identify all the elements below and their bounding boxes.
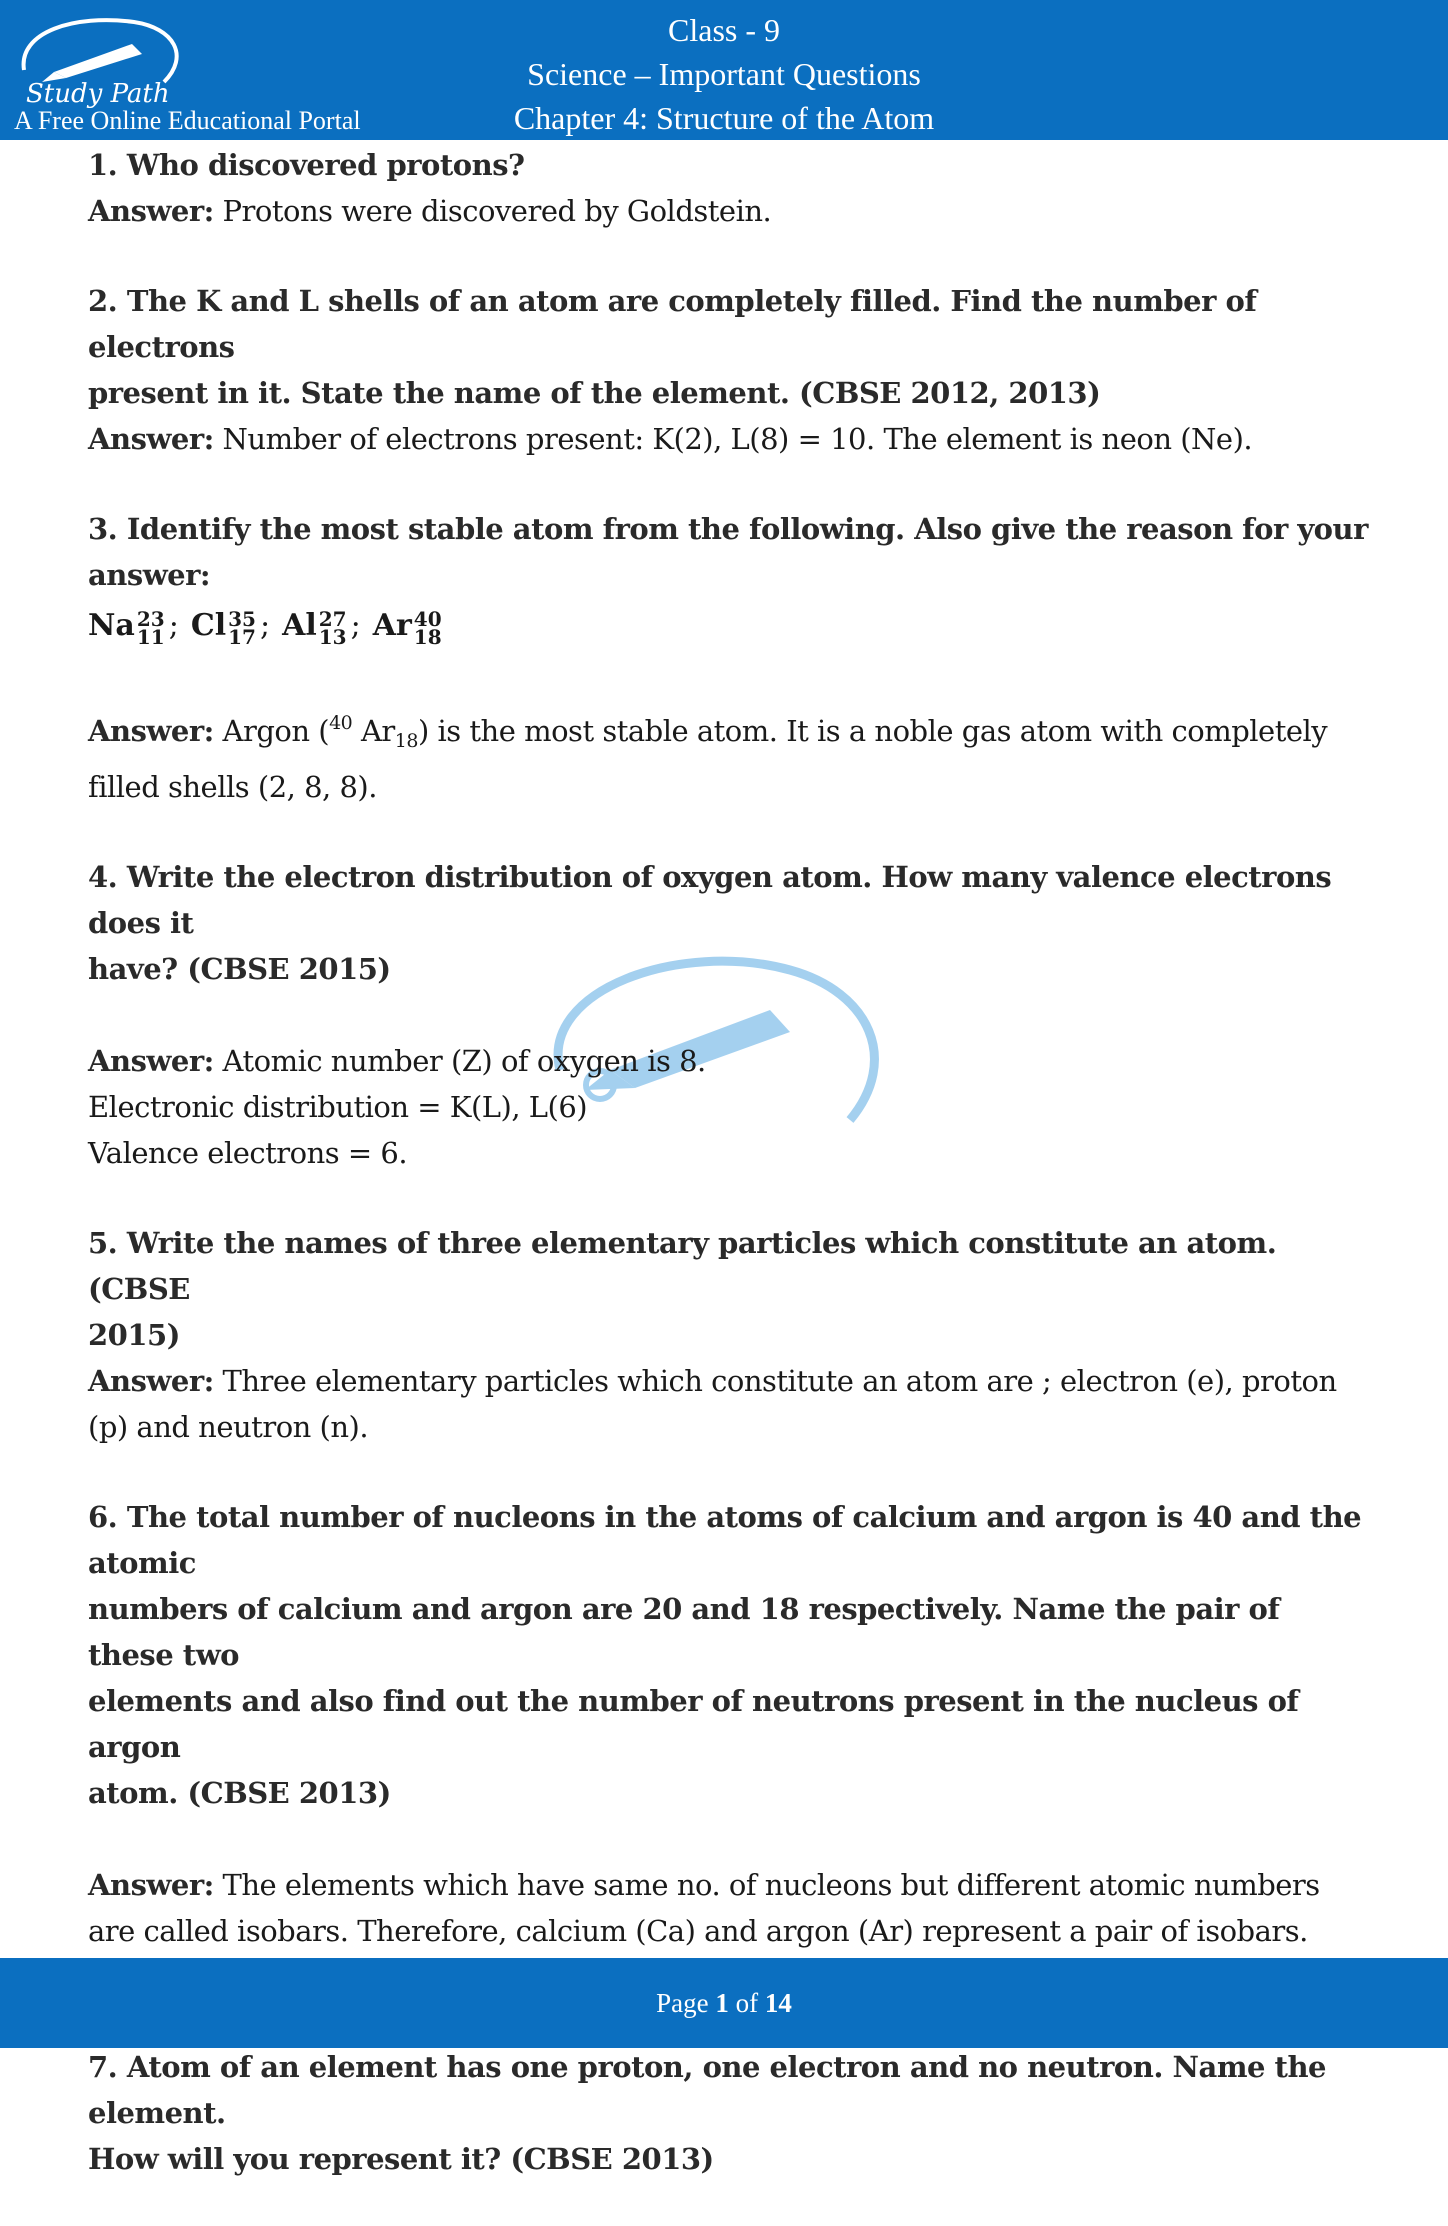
answer-text: Protons were discovered by Goldstein.	[213, 194, 772, 228]
qa-item-7	[88, 2044, 1368, 2182]
isotope-na	[88, 598, 165, 654]
answer-text: Number of electrons present: K(2), L(8) = 10. The element is neon (Ne).	[213, 422, 1253, 456]
question-4-line-1: 4. Write the electron distribution of oxygen atom. How many valence electrons does it	[88, 860, 1332, 940]
chapter-title: Chapter 4: Structure of the Atom	[513, 100, 935, 136]
question-6-line-4: atom. (CBSE 2013)	[88, 1776, 391, 1810]
answer-text: ) is the most stable atom. It is a noble gas atom with completely	[417, 714, 1328, 748]
question-1: 1. Who discovered protons?	[88, 148, 525, 182]
isotope-mass: 35	[228, 607, 256, 631]
footer-band	[0, 1958, 1448, 2048]
qa-item-2	[88, 278, 1368, 462]
question-6-line-2: numbers of calcium and argon are 20 and 18 respectively. Name the pair of these two	[88, 1592, 1280, 1672]
answer-text: Three elementary particles which constitute an atom are ; electron (e), proton	[213, 1364, 1337, 1398]
subject-title: Science – Important Questions	[527, 56, 921, 92]
total-pages: 14	[764, 1988, 792, 2018]
question-7-line-1: 7. Atom of an element has one proton, one electron and no neutron. Name the element.	[88, 2050, 1326, 2130]
answer-3-line-2: filled shells (2, 8, 8).	[88, 770, 377, 804]
answer-2	[88, 416, 1368, 462]
answer-5-line-1	[88, 1358, 1368, 1404]
isotope-ar	[373, 598, 442, 654]
question-3-line-2: answer:	[88, 558, 211, 592]
answer-label: Answer:	[88, 1868, 214, 1902]
question-2-line-1: 2. The K and L shells of an atom are completely filled. Find the number of electrons	[88, 284, 1257, 364]
answer-label: Answer:	[88, 1364, 214, 1398]
argon-mass-number: 40	[329, 712, 353, 734]
page-prefix: Page	[656, 1988, 716, 2018]
answer-6-line-2: are called isobars. Therefore, calcium (Ca) and argon (Ar) represent a pair of isobars.	[88, 1914, 1308, 1948]
answer-4-line-1	[88, 1038, 1368, 1084]
qa-item-3	[88, 506, 1368, 810]
question-7-line-2: How will you represent it? (CBSE 2013)	[88, 2142, 714, 2176]
answer-4-line-3: Valence electrons = 6.	[88, 1136, 408, 1170]
answer-5-line-2: (p) and neutron (n).	[88, 1410, 369, 1444]
logo-text: Study Path	[26, 79, 170, 108]
isotope-separator: ;	[168, 608, 179, 643]
isotope-al	[282, 598, 347, 654]
spacer	[88, 992, 1368, 1038]
isotope-separator: ;	[350, 608, 361, 643]
question-2-line-2: present in it. State the name of the element. (CBSE 2012, 2013)	[88, 376, 1101, 410]
answer-label: Answer:	[88, 1044, 214, 1078]
isotope-atomic: 11	[136, 625, 165, 649]
isotope-mass: 23	[136, 607, 165, 631]
answer-label: Answer:	[88, 194, 214, 228]
qa-item-6	[88, 1494, 1368, 2000]
portal-tagline: A Free Online Educational Portal	[14, 106, 361, 135]
answer-4-line-2: Electronic distribution = K(L), L(6)	[88, 1090, 588, 1124]
qa-item-1	[88, 142, 1368, 234]
isotope-cl	[191, 598, 256, 654]
argon-atomic-number: 18	[394, 730, 418, 752]
answer-1	[88, 188, 1368, 234]
answer-text: Atomic number (Z) of oxygen is 8.	[213, 1044, 706, 1078]
class-title: Class - 9	[668, 12, 780, 48]
isotope-symbol: Al	[282, 608, 317, 643]
answer-text: Argon (	[213, 714, 330, 748]
spacer	[88, 1816, 1368, 1862]
page-indicator	[656, 1988, 792, 2018]
question-list	[88, 142, 1368, 2226]
qa-item-4	[88, 854, 1368, 1176]
answer-label: Answer:	[88, 714, 214, 748]
spacer	[88, 654, 1368, 700]
question-6-line-1: 6. The total number of nucleons in the atoms of calcium and argon is 40 and the atomic	[88, 1500, 1362, 1580]
header-band	[0, 0, 1448, 140]
answer-6-line-1	[88, 1862, 1368, 1908]
question-5-line-2: 2015)	[88, 1318, 180, 1352]
qa-item-5	[88, 1220, 1368, 1450]
isotope-atomic: 18	[413, 625, 442, 649]
page-of: of	[728, 1988, 765, 2018]
isotope-atomic: 17	[228, 625, 256, 649]
answer-label: Answer:	[88, 422, 214, 456]
isotope-symbol: Na	[88, 608, 135, 643]
current-page: 1	[715, 1988, 729, 2018]
question-3-line-1: 3. Identify the most stable atom from the following. Also give the reason for your	[88, 512, 1368, 546]
isotope-symbol: Ar	[372, 608, 412, 643]
question-6-line-3: elements and also find out the number of neutrons present in the nucleus of argon	[88, 1684, 1299, 1764]
argon-symbol: Ar	[352, 714, 395, 748]
question-4-line-2: have? (CBSE 2015)	[88, 952, 391, 986]
isotope-list	[88, 598, 1368, 654]
isotope-mass: 40	[413, 607, 442, 631]
isotope-atomic: 13	[318, 625, 347, 649]
answer-3-line-1	[88, 700, 1368, 764]
question-5-line-1: 5. Write the names of three elementary particles which constitute an atom. (CBSE	[88, 1226, 1277, 1306]
header-titles	[0, 8, 1448, 140]
answer-text: The elements which have same no. of nucleons but different atomic numbers	[213, 1868, 1320, 1902]
isotope-symbol: Cl	[190, 608, 227, 643]
isotope-separator: ;	[259, 608, 271, 643]
isotope-mass: 27	[318, 607, 347, 631]
